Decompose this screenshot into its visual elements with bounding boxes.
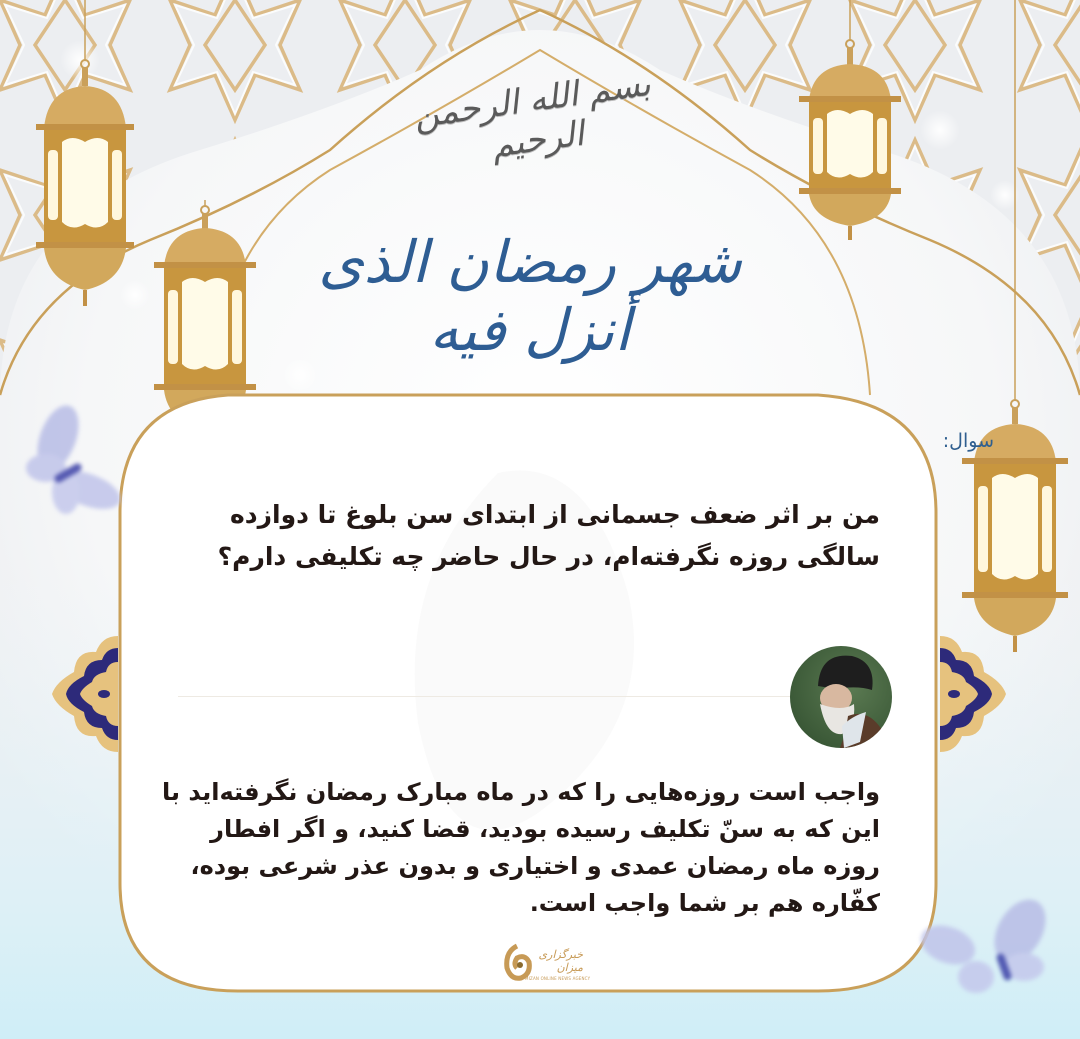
- news-agency-logo: [503, 942, 591, 988]
- butterfly-icon: [18, 398, 128, 522]
- question-label: سوال:: [942, 430, 994, 452]
- right-ornament-icon: [936, 636, 1006, 752]
- lantern-icon: [960, 0, 1070, 660]
- verse-calligraphy: شهر رمضان الذی أنزل فیه: [318, 228, 742, 364]
- sparkle: [920, 110, 960, 150]
- left-ornament-icon: [52, 636, 122, 752]
- answer-text: واجب است روزه‌هایی را که در ماه مبارک رمضان نگرفته‌اید با این که به سنّ تکلیف رسیده بودید، قضا کنید، و اگر افطار روزه ماه رمضان عمدی و اختیاری و بدون عذر شرعی بوده، کفّاره هم بر شما واجب است.: [162, 778, 880, 917]
- sparkle: [280, 360, 320, 390]
- question-text: من بر اثر ضعف جسمانی از ابتدای سن بلوغ تا دوازده سالگی روزه نگرفته‌ام، در حال حاضر چه تکلیفی دارم؟: [217, 500, 880, 571]
- logo-text: خبرگزاری میزان: [538, 948, 583, 974]
- bismillah-calligraphy: بسم الله الرحمن الرحیم: [411, 63, 654, 167]
- portrait-avatar: [790, 646, 892, 748]
- lantern-icon: [795, 0, 905, 300]
- divider: [178, 696, 790, 697]
- person-portrait-icon: [790, 646, 892, 748]
- lantern-icon: [30, 0, 140, 310]
- butterfly-icon: [920, 895, 1050, 1005]
- logo-subtext: MIZAN ONLINE NEWS AGENCY: [525, 976, 591, 981]
